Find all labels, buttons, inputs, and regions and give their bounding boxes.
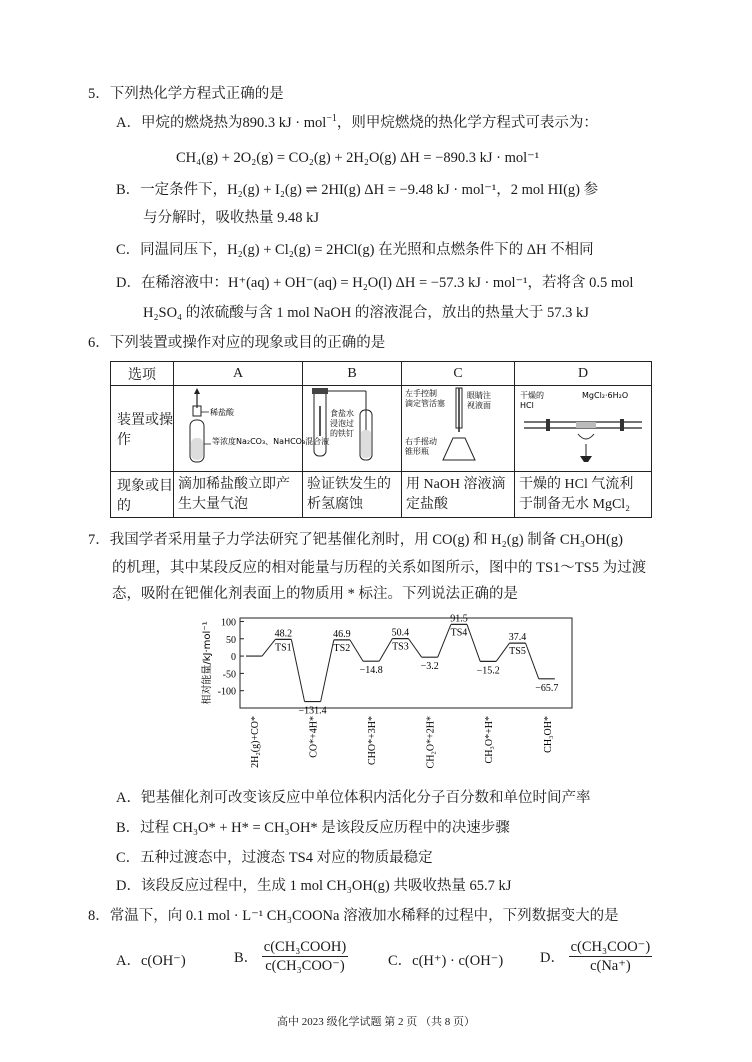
q6-result-c: 用 NaOH 溶液滴定盐酸 xyxy=(402,472,515,518)
q6-header-option: 选项 xyxy=(111,362,174,386)
a-label-mixture: 等浓度Na₂CO₃、NaHCO₃混合液 xyxy=(212,437,330,446)
q6-row-result xyxy=(111,472,652,518)
ts-name-label: TS5 xyxy=(509,646,526,658)
q5-a-equation: CH₄(g) + 2O₂(g) = CO₂(g) + 2H₂O(g) ΔH = −890.3 kJ · mol⁻¹ xyxy=(176,150,540,166)
q8-stem: 8．常温下，向 0.1 mol · L⁻¹ CH₃COONa 溶液加水稀释的过程中，下列数据变大的是 xyxy=(88,908,619,924)
ts-value-label: 48.2 xyxy=(274,628,293,640)
c-label-2: 滴定管活塞 xyxy=(405,399,445,408)
q8-b-denominator: c(CH₃COO⁻) xyxy=(265,958,345,974)
q5-a-tail: ，则甲烷燃烧的热化学方程式可表示为： xyxy=(336,115,598,131)
y-tick-label: -100 xyxy=(217,686,236,698)
apparatus-c-figure xyxy=(403,386,513,466)
energy-profile-chart xyxy=(160,610,580,792)
q8-b-label: B． xyxy=(234,950,259,966)
energy-path-segment xyxy=(496,643,509,661)
ts-name-label: TS1 xyxy=(274,642,292,654)
q6-header-c: C xyxy=(402,362,515,386)
q6-fig-d xyxy=(515,386,652,472)
energy-path-segment xyxy=(291,639,304,701)
q5-stem: 5．下列热化学方程式正确的是 xyxy=(88,86,284,102)
q6-header-d: D xyxy=(515,362,652,386)
q7-option-c: C．五种过渡态中，过渡态 TS4 对应的物质最稳定 xyxy=(116,850,433,866)
q5-option-b: B．一定条件下，H₂(g) + I₂(g) ⇌ 2HI(g) ΔH = −9.48 kJ · mol⁻¹，2 mol HI(g) 参 xyxy=(116,182,599,198)
q7-line-3: 态，吸附在钯催化剂表面上的物质用 * 标注。下列说法正确的是 xyxy=(112,586,518,602)
c-label-3: 眼睛注 xyxy=(467,391,491,400)
q8-d-denominator: c(Na⁺) xyxy=(590,958,631,974)
q5-option-c: C．同温同压下，H₂(g) + Cl₂(g) = 2HCl(g) 在光照和点燃条件下的 ΔH 不相同 xyxy=(116,242,594,258)
q5-option-b-cont: 与分解时，吸收热量 9.48 kJ xyxy=(143,210,320,226)
q8-option-c: C．c(H⁺) · c(OH⁻) xyxy=(388,953,504,969)
q6-row-apparatus xyxy=(111,386,652,472)
c-label-1: 左手控制 xyxy=(405,389,437,398)
ts-name-label: TS4 xyxy=(450,627,468,639)
d-label-3: MgCl₂·6H₂O xyxy=(582,391,629,400)
intermediate-value-label: −131.4 xyxy=(298,705,327,717)
c-label-4: 视液面 xyxy=(467,401,491,410)
ts-value-label: 46.9 xyxy=(333,628,351,640)
q7-option-d: D．该段反应过程中，生成 1 mol CH₃OH(g) 共吸收热量 65.7 kJ xyxy=(116,878,512,894)
d-label-1: 干燥的 xyxy=(520,391,544,400)
energy-path-segment xyxy=(262,639,275,656)
q6-stem: 6．下列装置或操作对应的现象或目的正确的是 xyxy=(88,335,386,351)
q8-d-label: D． xyxy=(540,950,565,966)
ts-value-label: 50.4 xyxy=(391,627,410,639)
y-tick-label: 0 xyxy=(231,652,236,664)
a-label-hcl: 稀盐酸 xyxy=(210,408,234,417)
ts-value-label: 91.5 xyxy=(450,613,468,625)
c-label-5: 右手摇动 xyxy=(405,437,437,446)
category-label: CO*+4H* xyxy=(308,716,320,758)
q8-b-fraction xyxy=(262,938,348,975)
intermediate-value-label: −3.2 xyxy=(420,661,439,673)
q6-fig-c xyxy=(402,386,515,472)
ts-name-label: TS3 xyxy=(392,641,409,653)
category-label: CHO*+3H* xyxy=(367,716,379,765)
b-label-3: 的铁钉 xyxy=(330,429,354,438)
q6-fig-b xyxy=(303,386,402,472)
energy-path-segment xyxy=(350,640,363,661)
energy-path-segment xyxy=(467,624,480,661)
q5-a-sup: −1 xyxy=(326,113,337,124)
energy-path-segment xyxy=(526,643,539,679)
intermediate-value-label: −65.7 xyxy=(535,682,559,694)
category-label: CH₂O*+2H* xyxy=(425,716,437,769)
apparatus-d-figure xyxy=(516,386,650,466)
y-axis-label: 相对能量/kJ·mol⁻¹ xyxy=(202,621,213,705)
q6-header-b: B xyxy=(303,362,402,386)
energy-path-segment xyxy=(321,640,334,702)
q5-option-d-cont: H₂SO₄ 的浓硫酸与含 1 mol NaOH 的溶液混合，放出的热量大于 57.3 kJ xyxy=(143,305,589,321)
category-label: CH₃O*+H* xyxy=(484,716,496,764)
q7-option-b: B．过程 CH₃O* + H* = CH₃OH* 是该段反应历程中的决速步骤 xyxy=(116,820,510,836)
q6-row1-label: 装置或操作 xyxy=(111,386,174,472)
ts-name-label: TS2 xyxy=(333,642,351,654)
q7-line-2: 的机理，其中某段反应的相对能量与历程的关系如图所示，图中的 TS1～TS5 为过渡 xyxy=(112,560,647,576)
d-label-2: HCl xyxy=(520,401,534,410)
c-label-6: 锥形瓶 xyxy=(405,447,429,456)
ts-value-label: 37.4 xyxy=(508,632,527,644)
q6-table xyxy=(110,361,652,518)
apparatus-a-figure xyxy=(175,386,330,466)
q6-header-row xyxy=(111,362,652,386)
q6-result-d: 干燥的 HCl 气流利于制备无水 MgCl₂ xyxy=(515,472,652,518)
q8-option-a: A．c(OH⁻) xyxy=(116,953,186,969)
category-label: 2H₂(g)+CO* xyxy=(250,716,262,768)
energy-path-segment xyxy=(408,639,421,658)
q8-option-d xyxy=(540,938,652,975)
q8-b-numerator: c(CH₃COOH) xyxy=(263,939,347,955)
q6-result-a: 滴加稀盐酸立即产生大量气泡 xyxy=(174,472,303,518)
q5-option-a xyxy=(116,113,598,133)
intermediate-value-label: −15.2 xyxy=(476,665,500,677)
page-footer: 高中 2023 级化学试题 第 2 页 （共 8 页） xyxy=(277,1016,475,1028)
category-label: CH₃OH* xyxy=(542,716,554,753)
y-tick-label: 100 xyxy=(221,617,236,629)
y-tick-label: -50 xyxy=(222,669,236,681)
q5-a-text: A．甲烷的燃烧热为890.3 kJ · mol xyxy=(116,115,327,131)
q5-option-d: D．在稀溶液中：H⁺(aq) + OH⁻(aq) = H₂O(l) ΔH = −57.3 kJ · mol⁻¹，若将含 0.5 mol xyxy=(116,275,634,291)
q6-header-a: A xyxy=(174,362,303,386)
apparatus-b-figure xyxy=(304,386,400,466)
q8-d-numerator: c(CH₃COO⁻) xyxy=(570,939,651,955)
y-tick-label: 50 xyxy=(226,634,236,646)
q6-row2-label: 现象或目的 xyxy=(111,472,174,518)
energy-path-segment xyxy=(379,639,392,662)
q7-option-a: A．钯基催化剂可改变该反应中单位体积内活化分子百分数和单位时间产率 xyxy=(116,790,591,806)
b-label-1: 食盐水 xyxy=(330,409,354,418)
b-label-2: 浸泡过 xyxy=(330,419,354,428)
q7-line-1: 7．我国学者采用量子力学法研究了钯基催化剂时，用 CO(g) 和 H₂(g) 制备 CH₃OH(g) xyxy=(88,532,623,548)
intermediate-value-label: −14.8 xyxy=(359,665,383,677)
q8-d-fraction xyxy=(569,938,653,975)
energy-path-segment xyxy=(438,624,451,657)
q6-result-b: 验证铁发生的析氢腐蚀 xyxy=(303,472,402,518)
q6-fig-a xyxy=(174,386,330,472)
q8-option-b xyxy=(234,938,348,975)
